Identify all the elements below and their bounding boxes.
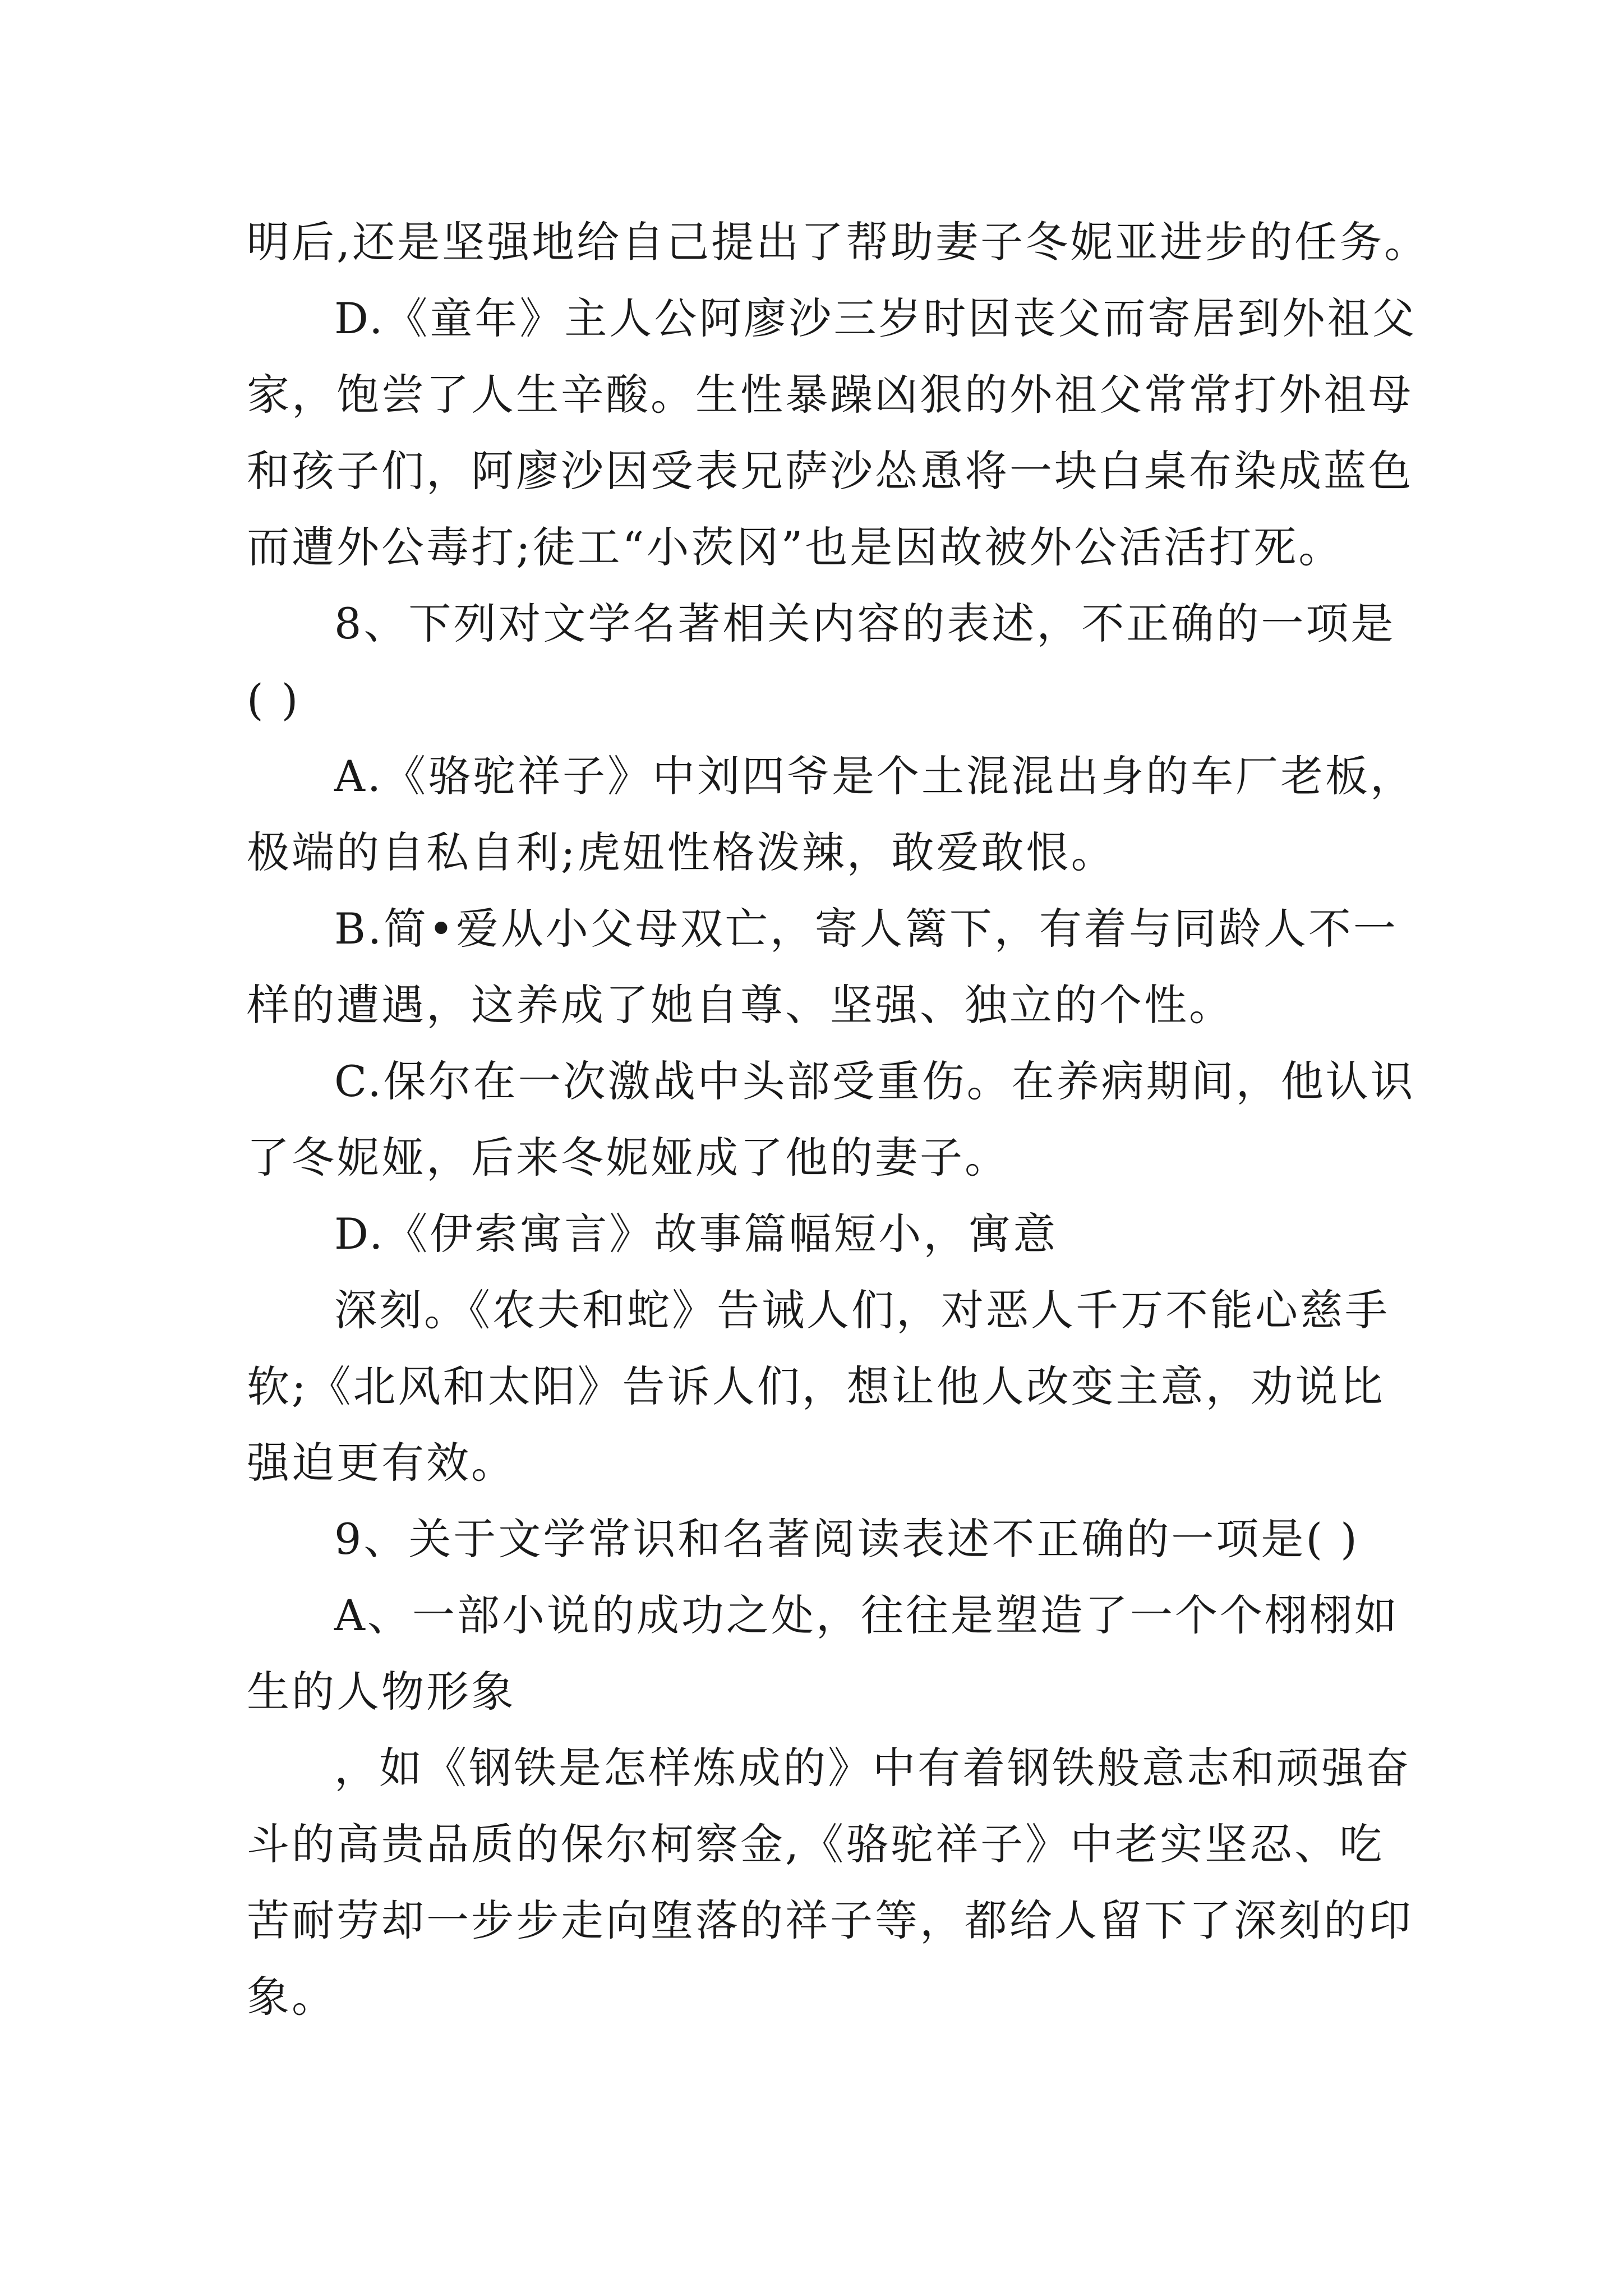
text-line: 极端的自私自利;虎妞性格泼辣，敢爱敢恨。: [247, 827, 1116, 877]
text-line: 和孩子们，阿廖沙因受表兄萨沙怂恿将一块白桌布染成蓝色: [247, 446, 1413, 496]
text-line: 样的遭遇，这养成了她自尊、坚强、独立的个性。: [247, 980, 1234, 1030]
option-d: D.《伊索寓言》故事篇幅短小，寓意: [334, 1209, 1058, 1259]
text-line: 软;《北风和太阳》告诉人们，想让他人改变主意，劝说比: [247, 1361, 1385, 1411]
option-c: C.保尔在一次激战中头部受重伤。在养病期间，他认识: [334, 1056, 1415, 1106]
text-line: 了冬妮娅，后来冬妮娅成了他的妻子。: [247, 1133, 1009, 1182]
text-line: 斗的高贵品质的保尔柯察金,《骆驼祥子》中老实坚忍、吃: [247, 1819, 1385, 1869]
text-line: 强迫更有效。: [247, 1438, 516, 1488]
question-9-stem: 9、关于文学常识和名著阅读表述不正确的一项是( ): [334, 1514, 1359, 1564]
question-8-stem: 8、下列对文学名著相关内容的表述，不正确的一项是: [334, 599, 1396, 648]
text-line: 而遭外公毒打;徒工“小茨冈”也是因故被外公活活打死。: [247, 522, 1344, 572]
text-line: D.《童年》主人公阿廖沙三岁时因丧父而寄居到外祖父: [334, 293, 1417, 343]
text-line: ，如《钢铁是怎样炼成的》中有着钢铁般意志和顽强奋: [334, 1743, 1411, 1793]
option-a: A.《骆驼祥子》中刘四爷是个土混混出身的车厂老板，: [334, 751, 1415, 801]
text-line: 明后,还是坚强地给自己提出了帮助妻子冬妮亚进步的任务。: [247, 217, 1430, 267]
option-b: B.简•爱从小父母双亡，寄人篱下，有着与同龄人不一: [334, 904, 1398, 954]
text-line: 深刻。《农夫和蛇》告诫人们，对恶人千万不能心慈手: [334, 1285, 1390, 1335]
text-line: 象。: [247, 1972, 336, 2022]
text-line: 苦耐劳却一步步走向堕落的祥子等，都给人留下了深刻的印: [247, 1895, 1413, 1945]
answer-blank: ( ): [247, 675, 301, 725]
option-a: A、一部小说的成功之处，往往是塑造了一个个栩栩如: [334, 1590, 1399, 1640]
text-line: 家，饱尝了人生辛酸。生性暴躁凶狠的外祖父常常打外祖母: [247, 370, 1413, 420]
text-line: 生的人物形象: [247, 1667, 516, 1717]
